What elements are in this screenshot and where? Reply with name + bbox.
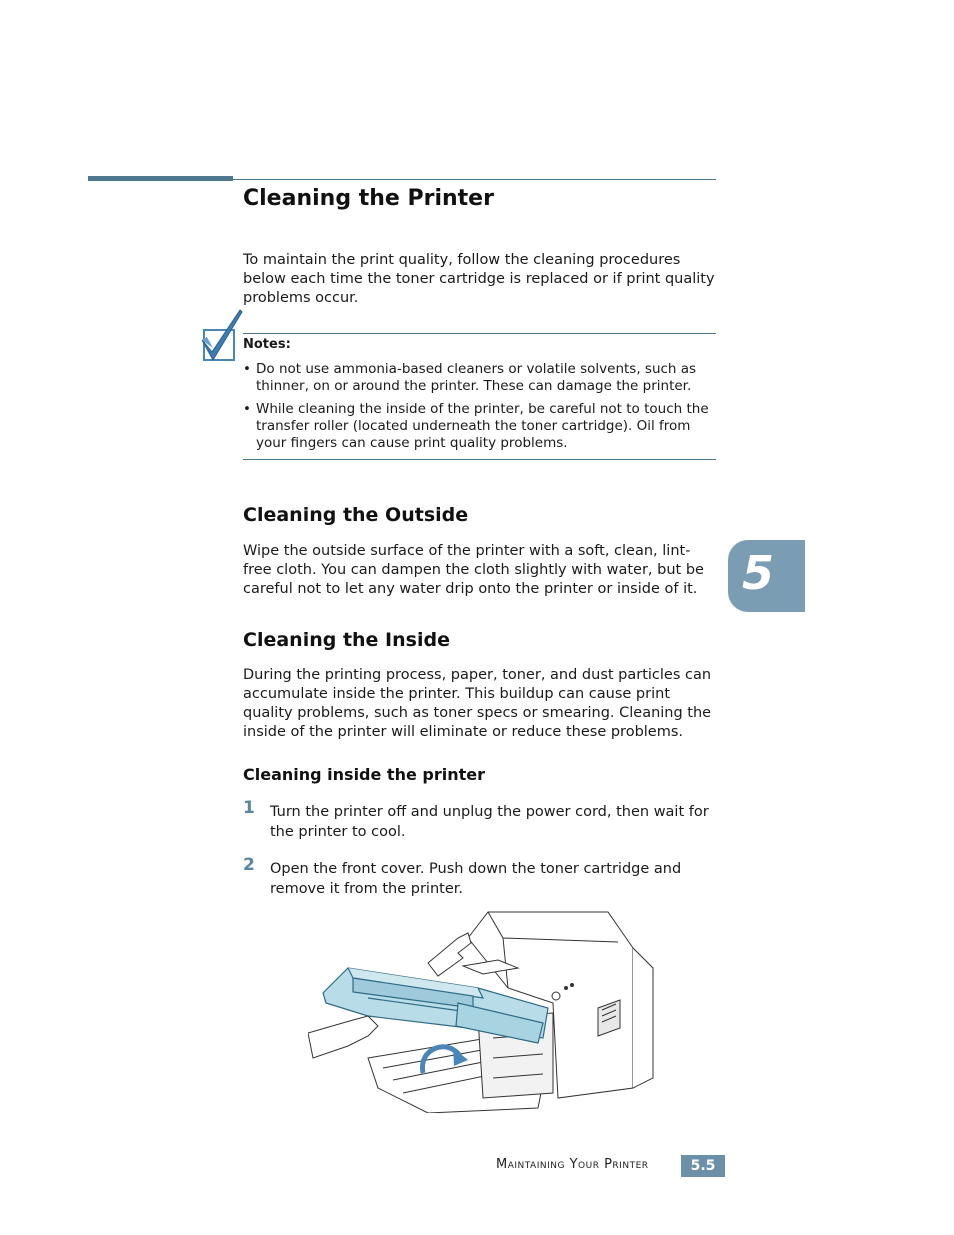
note-item [243, 361, 718, 395]
step-item [243, 798, 713, 842]
step-text: Turn the printer off and unplug the power cord, then wait for the printer to cool. [270, 804, 709, 840]
notes-label: Notes: [243, 337, 291, 352]
note-item [243, 401, 718, 452]
subheading-cleaning-inside: Cleaning inside the printer [243, 765, 485, 784]
header-rule-thick [88, 176, 233, 181]
step-number: 2 [243, 855, 255, 875]
section-heading-inside: Cleaning the Inside [243, 629, 450, 651]
note-text: Do not use ammonia-based cleaners or volatile solvents, such as thinner, on or around the printer. These can damage the printer. [256, 361, 697, 394]
section-heading-outside: Cleaning the Outside [243, 504, 469, 526]
bullet: • [243, 361, 251, 377]
step-number: 1 [243, 798, 255, 818]
chapter-number: 5 [742, 546, 775, 600]
step-text: Open the front cover. Push down the toner cartridge and remove it from the printer. [270, 861, 682, 897]
footer-section-title: Maintaining Your Printer [496, 1157, 649, 1172]
intro-paragraph: To maintain the print quality, follow the cleaning procedures below each time the toner cartridge is replaced or if print quality problems occur. [243, 252, 715, 306]
chapter-tab [728, 540, 805, 612]
notes-top-rule [243, 333, 716, 334]
bullet: • [243, 401, 251, 417]
checkmark-note-icon [198, 306, 246, 364]
step-item [243, 855, 713, 899]
outside-paragraph: Wipe the outside surface of the printer with a soft, clean, lint-free cloth. You can dampen the cloth slightly with water, but be careful not to let any water drip onto the printer or inside of it. [243, 543, 704, 597]
header-rule-thin [233, 179, 716, 180]
page-number: 5.5 [681, 1155, 725, 1177]
notes-bottom-rule [243, 459, 716, 460]
page-title: Cleaning the Printer [243, 186, 494, 211]
note-text: While cleaning the inside of the printer, be careful not to touch the transfer roller (located underneath the toner cartridge). Oil from your fingers can cause print quality problems. [256, 401, 709, 451]
inside-paragraph: During the printing process, paper, toner, and dust particles can accumulate inside the printer. This buildup can cause print quality problems, such as toner specs or smearing. Cleaning the inside of the printer will eliminate or reduce these problems. [243, 667, 712, 740]
printer-toner-removal-illustration [308, 908, 658, 1113]
